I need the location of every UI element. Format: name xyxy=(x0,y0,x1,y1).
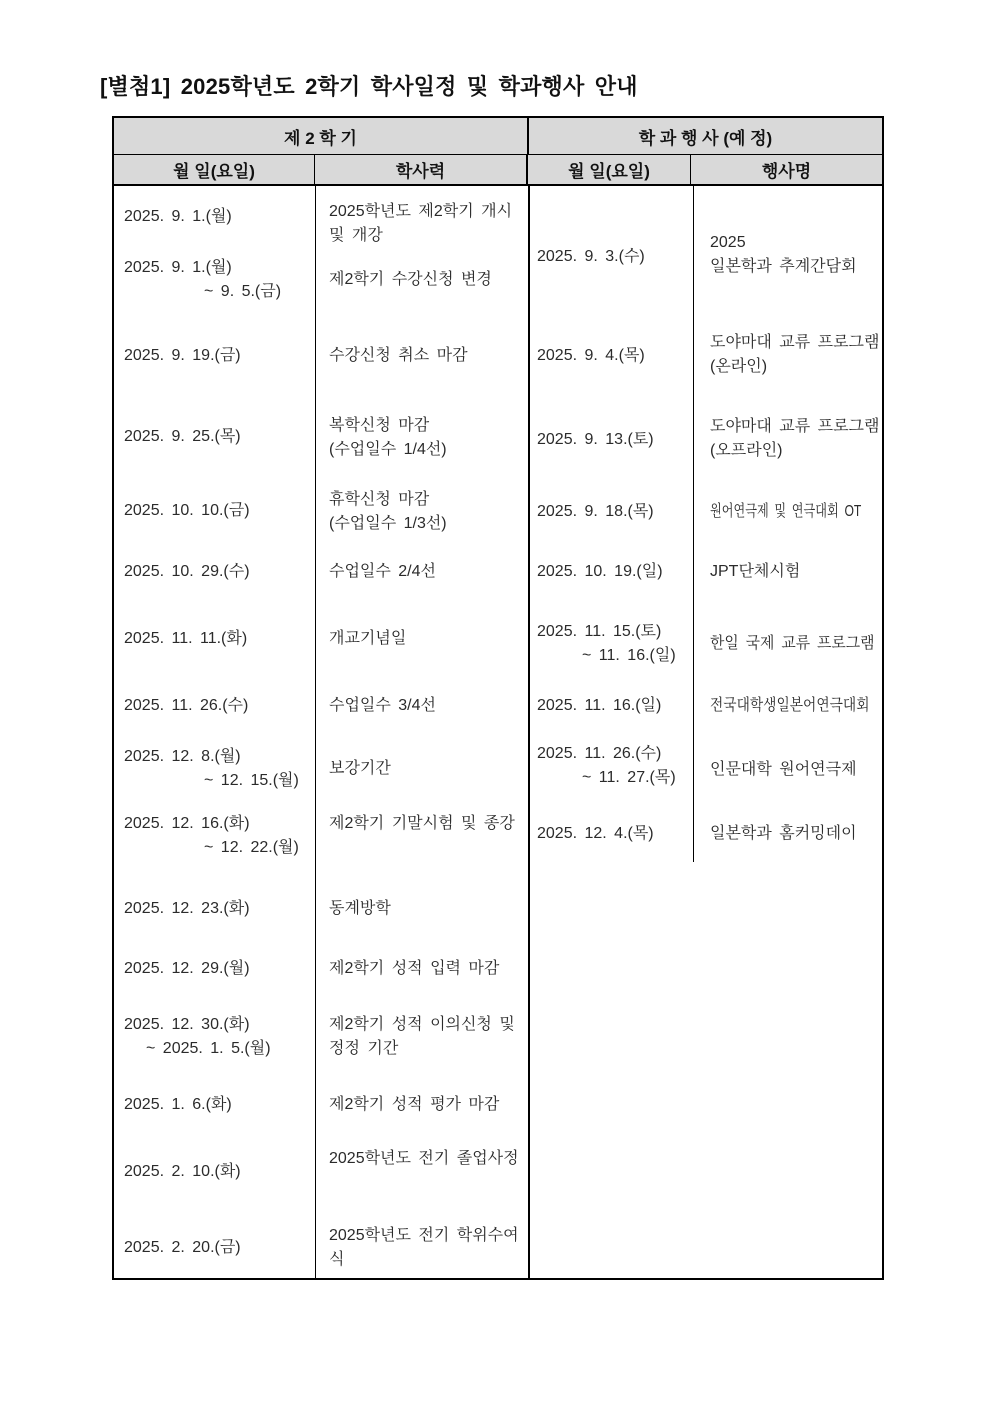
event-row-date: 2025. 11. 15.(토) ~ 11. 16.(일) xyxy=(537,623,676,664)
event-row-date: 2025. 11. 16.(일) xyxy=(537,697,662,714)
academic-row-item: 제2학기 성적 입력 마감 xyxy=(329,960,500,977)
academic-row-date: 2025. 2. 10.(화) xyxy=(124,1163,241,1180)
event-row-item: 도야마대 교류 프로그램(온라인) xyxy=(710,334,880,375)
academic-row-item: 수업일수 3/4선 xyxy=(329,697,436,714)
academic-row-date: 2025. 9. 1.(월) xyxy=(124,208,232,225)
table-header-columns xyxy=(114,155,882,186)
event-row-date: 2025. 9. 4.(목) xyxy=(537,347,645,364)
academic-row-item: 제2학기 기말시험 및 종강 xyxy=(329,815,515,832)
event-row-item: 한일 국제 교류 프로그램 xyxy=(710,635,875,652)
academic-row-date: 2025. 9. 25.(목) xyxy=(124,428,241,445)
event-row-date: 2025. 10. 19.(일) xyxy=(537,563,663,580)
event-row-date: 2025. 12. 4.(목) xyxy=(537,825,654,842)
event-row-date: 2025. 9. 3.(수) xyxy=(537,248,645,265)
academic-row-date: 2025. 2. 20.(금) xyxy=(124,1239,241,1256)
academic-row-date: 2025. 12. 30.(화) ~ 2025. 1. 5.(월) xyxy=(124,1016,271,1057)
academic-row-date: 2025. 10. 29.(수) xyxy=(124,563,250,580)
academic-row-date: 2025. 10. 10.(금) xyxy=(124,502,250,519)
academic-row-date: 2025. 12. 23.(화) xyxy=(124,900,250,917)
academic-row-item: 수업일수 2/4선 xyxy=(329,563,436,580)
academic-row-date: 2025. 11. 11.(화) xyxy=(124,630,248,647)
academic-row-item: 2025학년도 전기 졸업사정 xyxy=(329,1150,519,1167)
academic-row-date: 2025. 9. 19.(금) xyxy=(124,347,241,364)
event-row-item: 도야마대 교류 프로그램(오프라인) xyxy=(710,418,880,459)
column-divider xyxy=(315,186,316,1278)
academic-row-date: 2025. 12. 8.(월) ~ 12. 15.(월) xyxy=(124,748,299,789)
event-row-item: 일본학과 홈커밍데이 xyxy=(710,825,857,842)
event-row-date: 2025. 11. 26.(수) ~ 11. 27.(목) xyxy=(537,745,676,786)
event-row-item: 2025 일본학과 추계간담회 xyxy=(710,234,857,275)
academic-row-date: 2025. 12. 29.(월) xyxy=(124,960,250,977)
academic-row-item: 동계방학 xyxy=(329,900,391,917)
event-row-item: 전국대학생일본어연극대회 xyxy=(710,697,870,714)
header-col-date-left: 월 일(요일) xyxy=(114,155,315,184)
event-row-date: 2025. 9. 18.(목) xyxy=(537,503,654,520)
header-semester-group: 제 2 학 기 xyxy=(114,118,529,154)
academic-row-item: 제2학기 성적 평가 마감 xyxy=(329,1096,500,1113)
schedule-table xyxy=(112,116,884,1280)
event-row-item: 인문대학 원어연극제 xyxy=(710,761,857,778)
academic-row-item: 휴학신청 마감 (수업일수 1/3선) xyxy=(329,491,447,532)
academic-row-date: 2025. 11. 26.(수) xyxy=(124,697,249,714)
event-row-item: JPT단체시험 xyxy=(710,563,801,580)
table-body xyxy=(114,186,882,1278)
academic-row-item: 2025학년도 제2학기 개시 및 개강 xyxy=(329,203,513,244)
event-row-item: 원어연극제 및 연극대회 OT xyxy=(710,503,862,520)
event-row-date: 2025. 9. 13.(토) xyxy=(537,431,654,448)
academic-row-item: 제2학기 수강신청 변경 xyxy=(329,271,492,288)
section-divider xyxy=(528,186,530,1278)
academic-row-item: 복학신청 마감 (수업일수 1/4선) xyxy=(329,417,447,458)
academic-row-item: 개교기념일 xyxy=(329,630,407,647)
header-events-group: 학 과 행 사 (예 정) xyxy=(638,128,773,148)
column-divider xyxy=(693,186,694,862)
academic-row-date: 2025. 9. 1.(월) ~ 9. 5.(금) xyxy=(124,259,282,300)
academic-row-item: 보강기간 xyxy=(329,760,391,777)
document-title: [별첨1] 2025학년도 2학기 학사일정 및 학과행사 안내 xyxy=(100,74,638,99)
academic-row-item: 2025학년도 전기 학위수여식 xyxy=(329,1227,519,1268)
header-col-calendar: 학사력 xyxy=(315,155,528,184)
header-col-date-right: 월 일(요일) xyxy=(528,155,691,184)
table-header-groups xyxy=(114,118,882,155)
academic-row-date: 2025. 12. 16.(화) ~ 12. 22.(월) xyxy=(124,815,299,856)
academic-row-item: 수강신청 취소 마감 xyxy=(329,347,468,364)
header-col-event: 행사명 xyxy=(761,162,812,181)
academic-row-date: 2025. 1. 6.(화) xyxy=(124,1096,232,1113)
academic-row-item: 제2학기 성적 이의신청 및 정정 기간 xyxy=(329,1016,515,1057)
